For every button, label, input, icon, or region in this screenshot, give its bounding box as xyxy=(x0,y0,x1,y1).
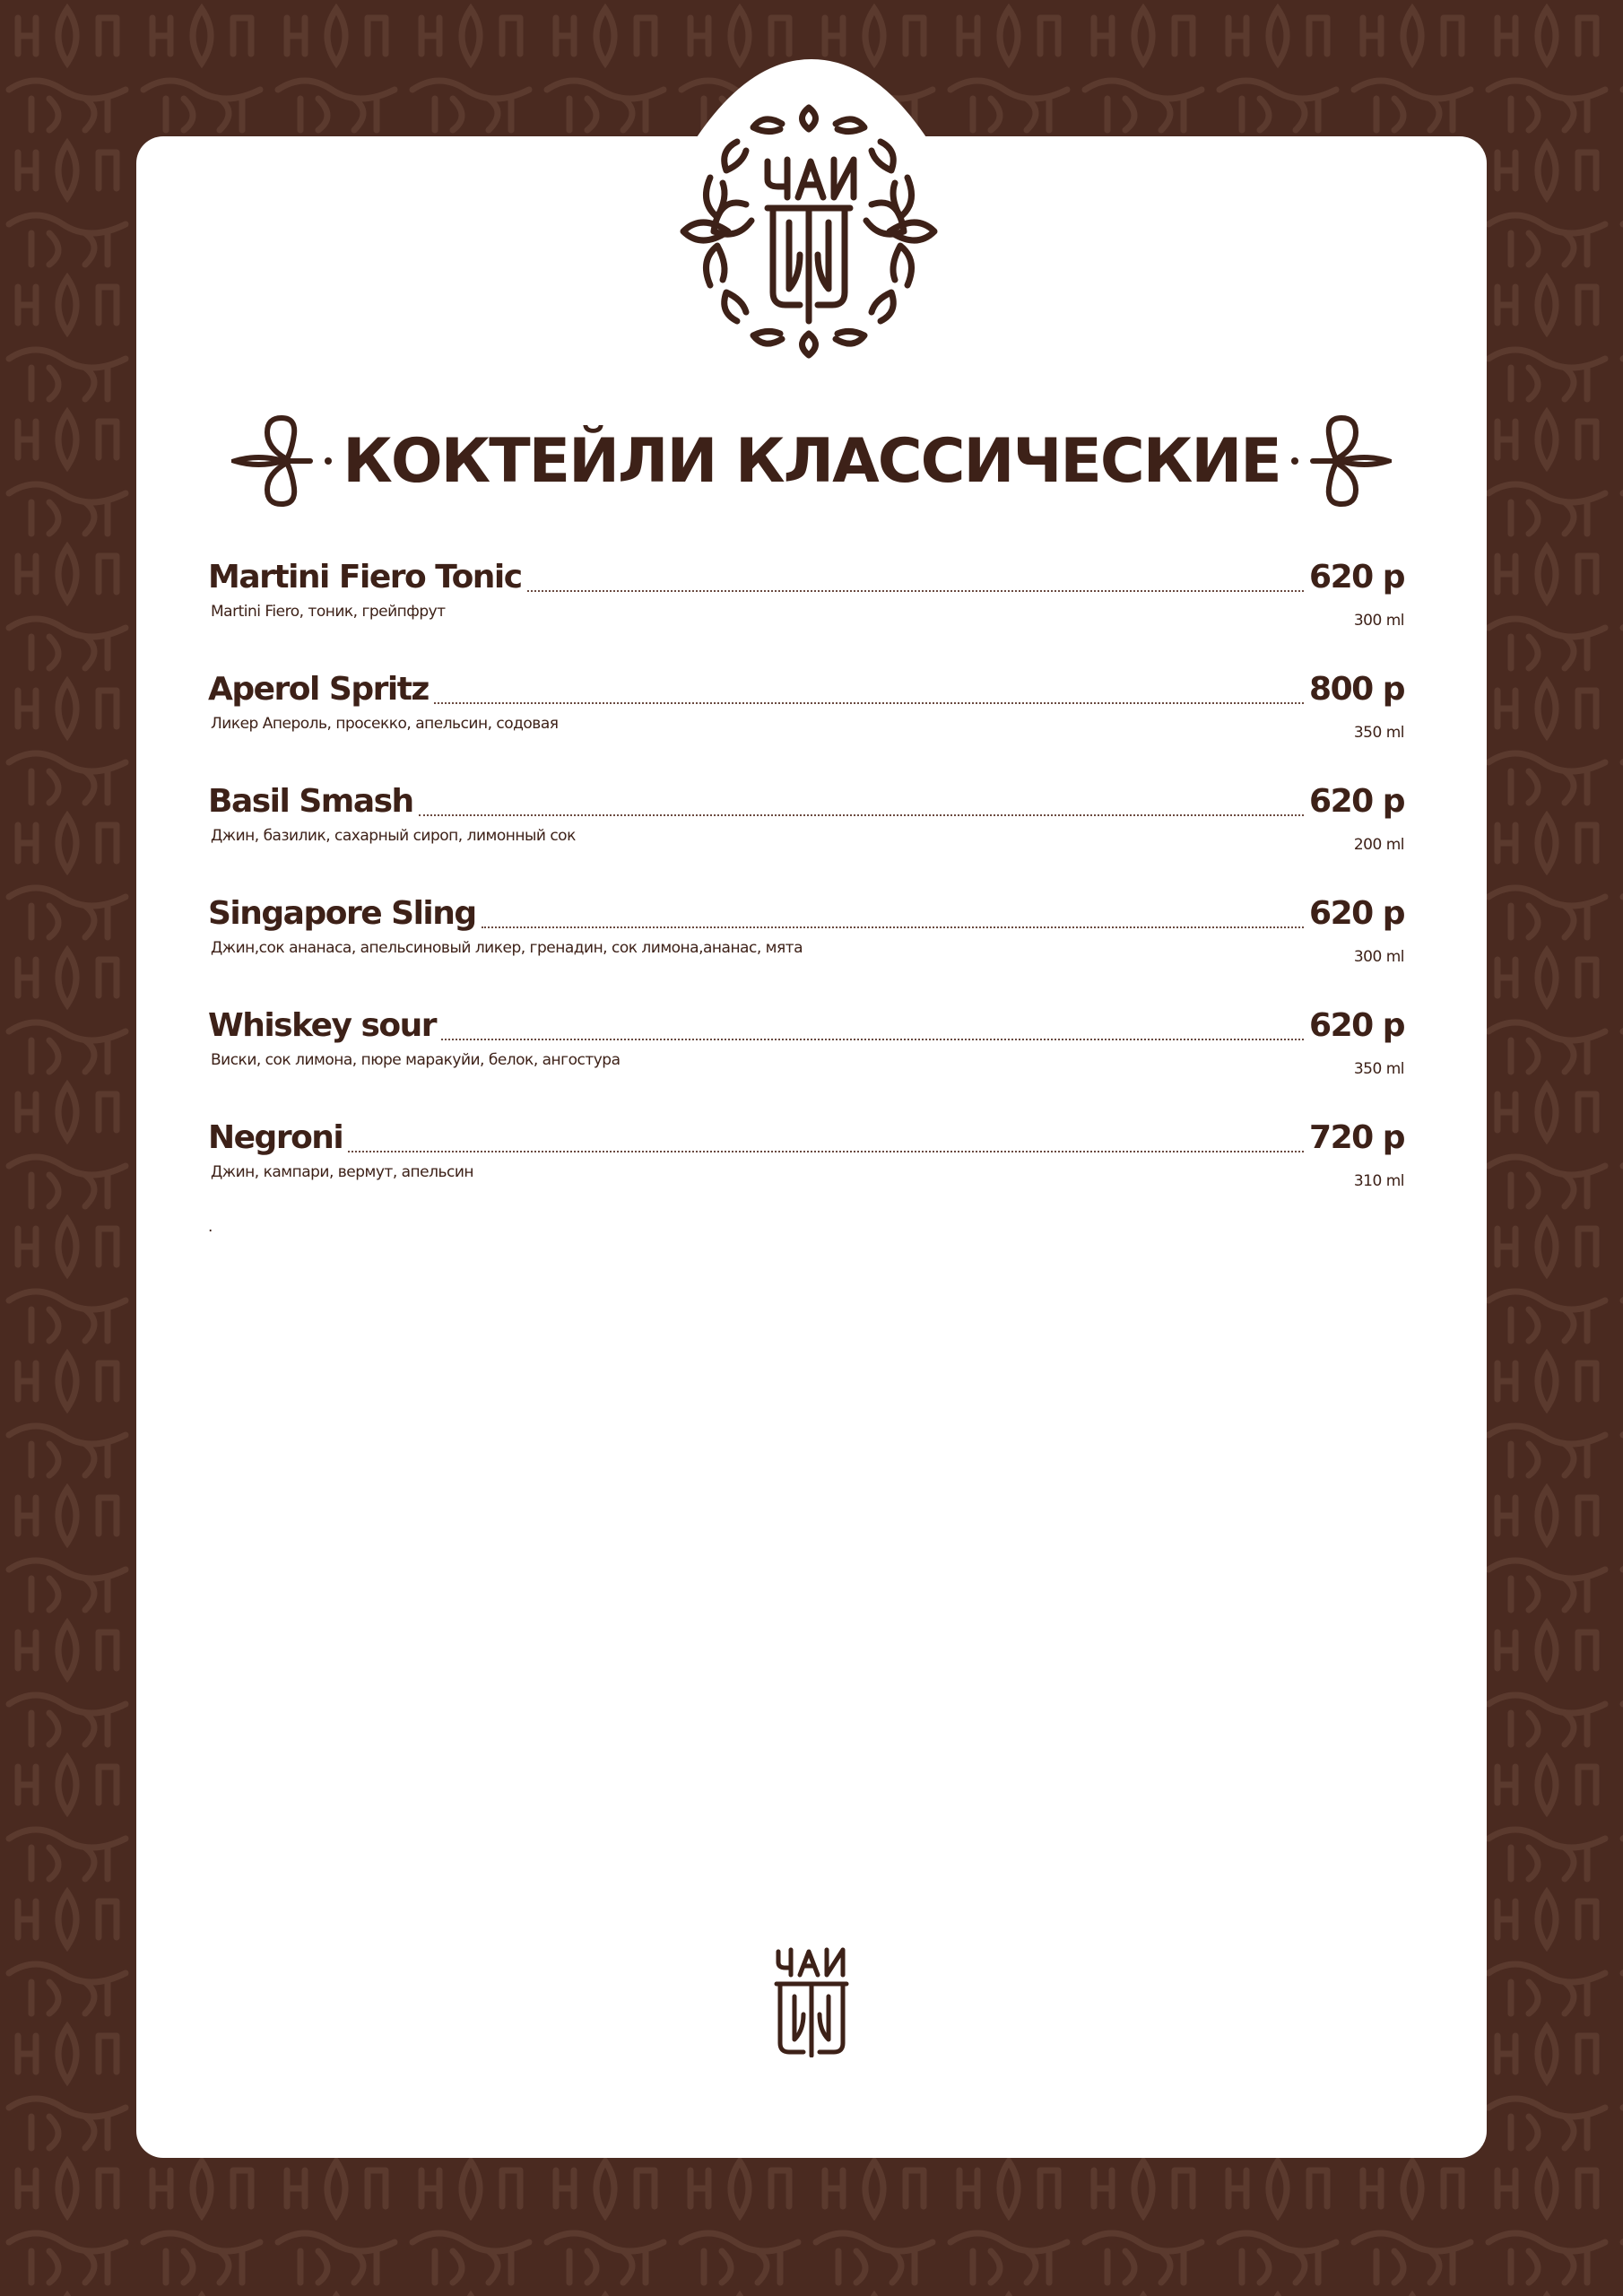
menu-item xyxy=(208,891,1404,1003)
item-description: Виски, сок лимона, пюре маракуйи, белок, ангостура xyxy=(211,1051,621,1069)
dotted-leader xyxy=(348,1150,1304,1152)
item-name: Singapore Sling xyxy=(208,895,476,932)
item-price: 620 р xyxy=(1309,559,1404,596)
title-dot-left xyxy=(325,457,332,465)
menu-item xyxy=(208,1003,1404,1115)
item-description: Martini Fiero, тоник, грейпфрут xyxy=(211,603,446,621)
item-name: Martini Fiero Tonic xyxy=(208,559,522,596)
section-title-row xyxy=(260,413,1363,509)
leaf-ornament-left-icon xyxy=(231,413,314,509)
item-price: 620 р xyxy=(1309,783,1404,820)
item-price: 800 р xyxy=(1309,671,1404,708)
item-volume: 350 ml xyxy=(1353,1060,1404,1078)
item-description: Джин, кампари, вермут, апельсин xyxy=(211,1163,474,1181)
item-volume: 200 ml xyxy=(1353,836,1404,854)
dotted-leader xyxy=(441,1038,1304,1040)
dotted-leader xyxy=(434,701,1304,704)
chai-monogram-logo-icon xyxy=(674,97,943,366)
item-volume: 310 ml xyxy=(1353,1172,1404,1190)
item-price: 620 р xyxy=(1309,895,1404,932)
menu-item xyxy=(208,554,1404,666)
item-description: Джин,сок ананаса, апельсиновый ликер, гренадин, сок лимона,ананас, мята xyxy=(211,939,803,957)
dotted-leader xyxy=(527,589,1304,592)
menu-item xyxy=(208,666,1404,778)
item-description: Ликер Апероль, просекко, апельсин, содовая xyxy=(211,715,559,733)
cocktail-menu-list xyxy=(208,554,1404,1227)
item-name: Basil Smash xyxy=(208,783,413,820)
item-name: Aperol Spritz xyxy=(208,671,429,708)
menu-item xyxy=(208,1115,1404,1227)
footnote: . xyxy=(208,1218,213,1236)
item-volume: 300 ml xyxy=(1353,612,1404,630)
leaf-ornament-right-icon xyxy=(1309,413,1392,509)
item-name: Whiskey sour xyxy=(208,1007,437,1044)
dotted-leader xyxy=(482,926,1304,928)
item-volume: 300 ml xyxy=(1353,948,1404,966)
chai-monogram-small-icon xyxy=(773,1946,850,2057)
item-volume: 350 ml xyxy=(1353,724,1404,742)
item-name: Negroni xyxy=(208,1119,343,1156)
page-title: КОКТЕЙЛИ КЛАССИЧЕСКИЕ xyxy=(343,425,1280,497)
dotted-leader xyxy=(419,813,1304,816)
menu-item xyxy=(208,778,1404,891)
item-description: Джин, базилик, сахарный сироп, лимонный сок xyxy=(211,827,576,845)
title-dot-right xyxy=(1291,457,1298,465)
item-price: 720 р xyxy=(1309,1119,1404,1156)
item-price: 620 р xyxy=(1309,1007,1404,1044)
